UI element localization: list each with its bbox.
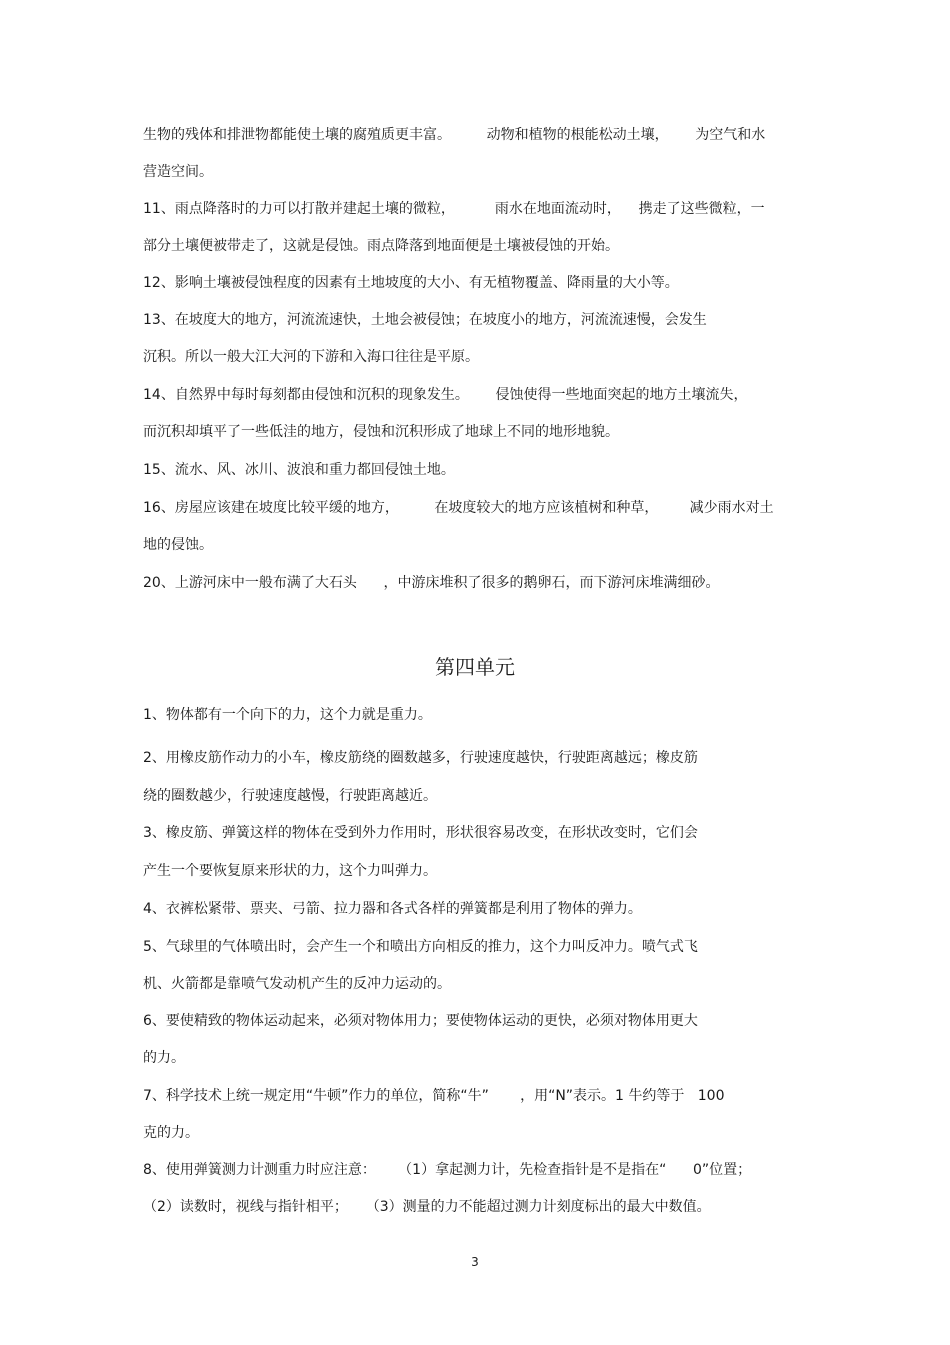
text-line: 11、雨点降落时的力可以打散并建起土壤的微粒， 雨水在地面流动时， 携走了这些微粒，一 xyxy=(143,201,765,217)
text-line: 生物的残体和排泄物都能使土壤的腐殖质更丰富。 动物和植物的根能松动土壤， 为空气和水 xyxy=(143,127,766,143)
text-line: 6、要使精致的物体运动起来，必须对物体用力；要使物体运动的更快，必须对物体用更大 xyxy=(143,1013,698,1029)
text-line: 15、流水、风、冰川、波浪和重力都回侵蚀土地。 xyxy=(143,462,455,478)
text-line: 12、影响土壤被侵蚀程度的因素有土地坡度的大小、有无植物覆盖、降雨量的大小等。 xyxy=(143,275,679,291)
text-line: 3、橡皮筋、弹簧这样的物体在受到外力作用时，形状很容易改变，在形状改变时，它们会 xyxy=(143,825,698,841)
section-title: 第四单元 xyxy=(435,655,515,679)
text-line: 20、上游河床中一般布满了大石头 ，中游床堆积了很多的鹅卵石，而下游河床堆满细砂。 xyxy=(143,575,720,591)
text-line: 的力。 xyxy=(143,1050,185,1066)
text-line: 地的侵蚀。 xyxy=(143,537,213,553)
text-line: 2、用橡皮筋作动力的小车，橡皮筋绕的圈数越多，行驶速度越快，行驶距离越远；橡皮筋 xyxy=(143,750,698,766)
text-line: 产生一个要恢复原来形状的力，这个力叫弹力。 xyxy=(143,863,437,879)
page-number: 3 xyxy=(471,1255,479,1269)
text-line: 14、自然界中每时每刻都由侵蚀和沉积的现象发生。 侵蚀使得一些地面突起的地方土壤流失， xyxy=(143,387,748,403)
text-line: 绕的圈数越少，行驶速度越慢，行驶距离越近。 xyxy=(143,788,437,804)
text-line: 1、物体都有一个向下的力，这个力就是重力。 xyxy=(143,707,432,723)
text-line: （2）读数时，视线与指针相平； （3）测量的力不能超过测力计刻度标出的最大中数值。 xyxy=(143,1199,711,1215)
text-line: 5、气球里的气体喷出时，会产生一个和喷出方向相反的推力，这个力叫反冲力。喷气式飞 xyxy=(143,939,698,955)
text-line: 13、在坡度大的地方，河流流速快，土地会被侵蚀；在坡度小的地方，河流流速慢，会发生 xyxy=(143,312,707,328)
text-line: 部分土壤便被带走了，这就是侵蚀。雨点降落到地面便是土壤被侵蚀的开始。 xyxy=(143,238,619,254)
text-line: 4、衣裤松紧带、票夹、弓箭、拉力器和各式各样的弹簧都是利用了物体的弹力。 xyxy=(143,901,642,917)
text-line: 机、火箭都是靠喷气发动机产生的反冲力运动的。 xyxy=(143,976,451,992)
text-line: 沉积。所以一般大江大河的下游和入海口往往是平原。 xyxy=(143,349,479,365)
text-line: 16、房屋应该建在坡度比较平缓的地方， 在坡度较大的地方应该植树和种草， 减少雨水对土 xyxy=(143,500,774,516)
text-line: 营造空间。 xyxy=(143,164,213,180)
text-line: 而沉积却填平了一些低洼的地方，侵蚀和沉积形成了地球上不同的地形地貌。 xyxy=(143,424,619,440)
text-line: 7、科学技术上统一规定用“牛顿”作力的单位，简称“牛” ，用“N”表示。1 牛约等于 100 xyxy=(143,1088,725,1104)
text-line: 8、使用弹簧测力计测重力时应注意： （1）拿起测力计，先检查指针是不是指在“ 0”位置； xyxy=(143,1162,752,1178)
text-line: 克的力。 xyxy=(143,1125,199,1141)
